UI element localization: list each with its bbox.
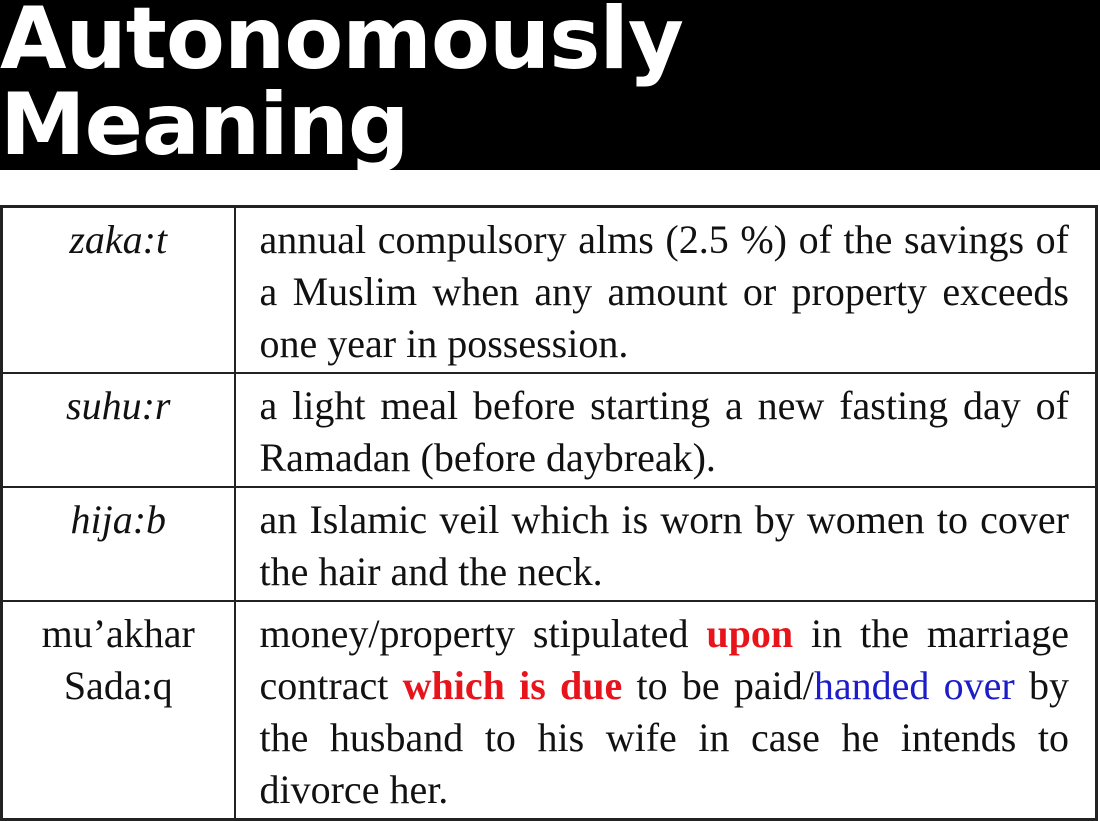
term-hijab: hija:b xyxy=(70,497,167,542)
term-cell xyxy=(2,373,235,487)
table-row xyxy=(2,373,1097,487)
page-title: Autonomously Meaning xyxy=(0,0,683,175)
title-banner xyxy=(0,0,1100,175)
term-cell xyxy=(2,207,235,374)
term-suhur: suhu:r xyxy=(66,383,171,428)
term-cell xyxy=(2,487,235,601)
definition-cell xyxy=(235,601,1097,820)
definition-cell xyxy=(235,207,1097,374)
term-zakat: zaka:t xyxy=(69,217,168,262)
definition-suhur: a light meal before starting a new fasting day of Ramadan (before daybreak). xyxy=(259,383,1069,480)
highlight-red: which is due xyxy=(402,663,623,708)
term-muakhar-sadaq xyxy=(3,602,234,712)
table-row xyxy=(2,487,1097,601)
definition-muakhar-sadaq xyxy=(236,602,1096,818)
definition-hijab: an Islamic veil which is worn by women to cover the hair and the neck. xyxy=(259,497,1069,594)
table-row xyxy=(2,207,1097,374)
highlight-blue: handed over xyxy=(813,663,1015,708)
highlight-red: upon xyxy=(706,611,794,656)
glossary-table xyxy=(0,205,1098,821)
definition-text: money/property stipulated xyxy=(259,611,707,656)
definition-cell xyxy=(235,487,1097,601)
definition-zakat: annual compulsory alms (2.5 %) of the savings of a Muslim when any amount or property exceeds one year in possession. xyxy=(259,217,1069,366)
definition-text: in the marriage contract xyxy=(259,611,1070,708)
term-line: mu’akhar xyxy=(41,611,195,656)
term-line: Sada:q xyxy=(63,663,173,708)
table-row xyxy=(2,601,1097,820)
definition-cell xyxy=(235,373,1097,487)
definition-text: to be paid/ xyxy=(622,663,814,708)
definition-text: by the husband to his wife in case he intends to divorce her. xyxy=(259,663,1069,812)
term-cell xyxy=(2,601,235,820)
